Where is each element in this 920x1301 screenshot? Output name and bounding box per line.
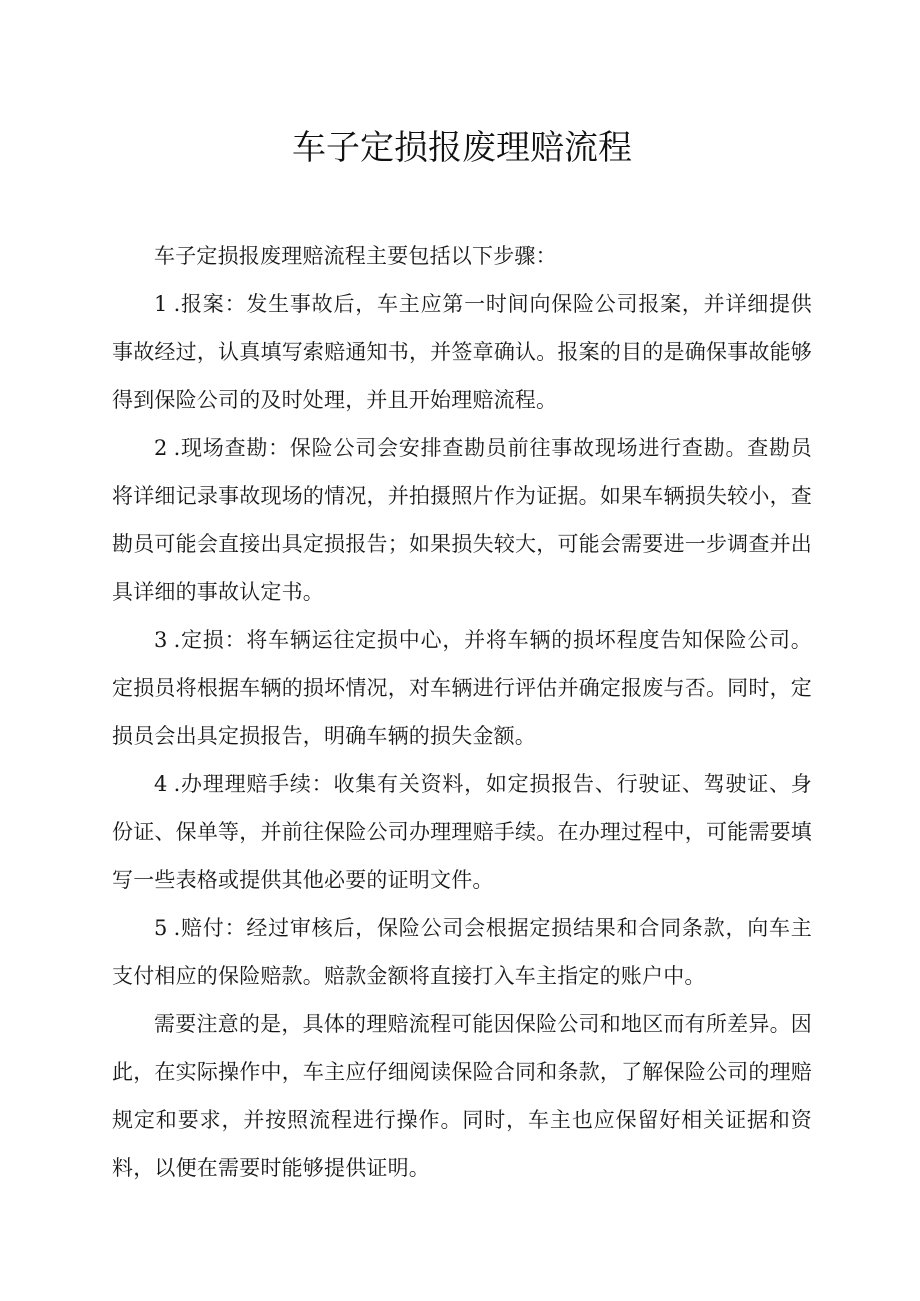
step-number: 1 <box>154 292 168 316</box>
page-title: 车子定损报废理赔流程 <box>292 128 632 168</box>
step-text: .定损：将车辆运往定损中心，并将车辆的损坏程度告知保险公司。定损员将根据车辆的损坏情况，对车辆进行评估并确定报废与否。同时，定损员会出具定损报告，明确车辆的损失金额。 <box>112 628 812 748</box>
step-paragraph-4 <box>112 760 812 904</box>
step-paragraph-1 <box>112 280 812 424</box>
step-paragraph-2 <box>112 424 812 616</box>
step-text: .报案：发生事故后，车主应第一时间向保险公司报案，并详细提供事故经过，认真填写索赔通知书，并签章确认。报案的目的是确保事故能够得到保险公司的及时处理，并且开始理赔流程。 <box>112 292 812 412</box>
intro-paragraph: 车子定损报废理赔流程主要包括以下步骤： <box>154 244 557 268</box>
step-text: .办理理赔手续：收集有关资料，如定损报告、行驶证、驾驶证、身份证、保单等，并前往保险公司办理理赔手续。在办理过程中，可能需要填写一些表格或提供其他必要的证明文件。 <box>112 772 812 892</box>
step-text: .赔付：经过审核后，保险公司会根据定损结果和合同条款，向车主支付相应的保险赔款。赔款金额将直接打入车主指定的账户中。 <box>112 916 812 988</box>
step-text: .现场查勘：保险公司会安排查勘员前往事故现场进行查勘。查勘员将详细记录事故现场的情况，并拍摄照片作为证据。如果车辆损失较小，查勘员可能会直接出具定损报告；如果损失较大，可能会需要进一步调查并出具详细的事故认定书。 <box>112 436 812 604</box>
step-number: 2 <box>154 436 168 460</box>
step-number: 5 <box>154 916 168 940</box>
step-number: 3 <box>154 628 168 652</box>
document-body <box>112 232 812 1192</box>
step-paragraph-5 <box>112 904 812 1000</box>
conclusion-paragraph: 需要注意的是，具体的理赔流程可能因保险公司和地区而有所差异。因此，在实际操作中，车主应仔细阅读保险合同和条款，了解保险公司的理赔规定和要求，并按照流程进行操作。同时，车主也应保留好相关证据和资料，以便在需要时能够提供证明。 <box>112 1012 812 1180</box>
step-number: 4 <box>154 772 168 796</box>
step-paragraph-3 <box>112 616 812 760</box>
